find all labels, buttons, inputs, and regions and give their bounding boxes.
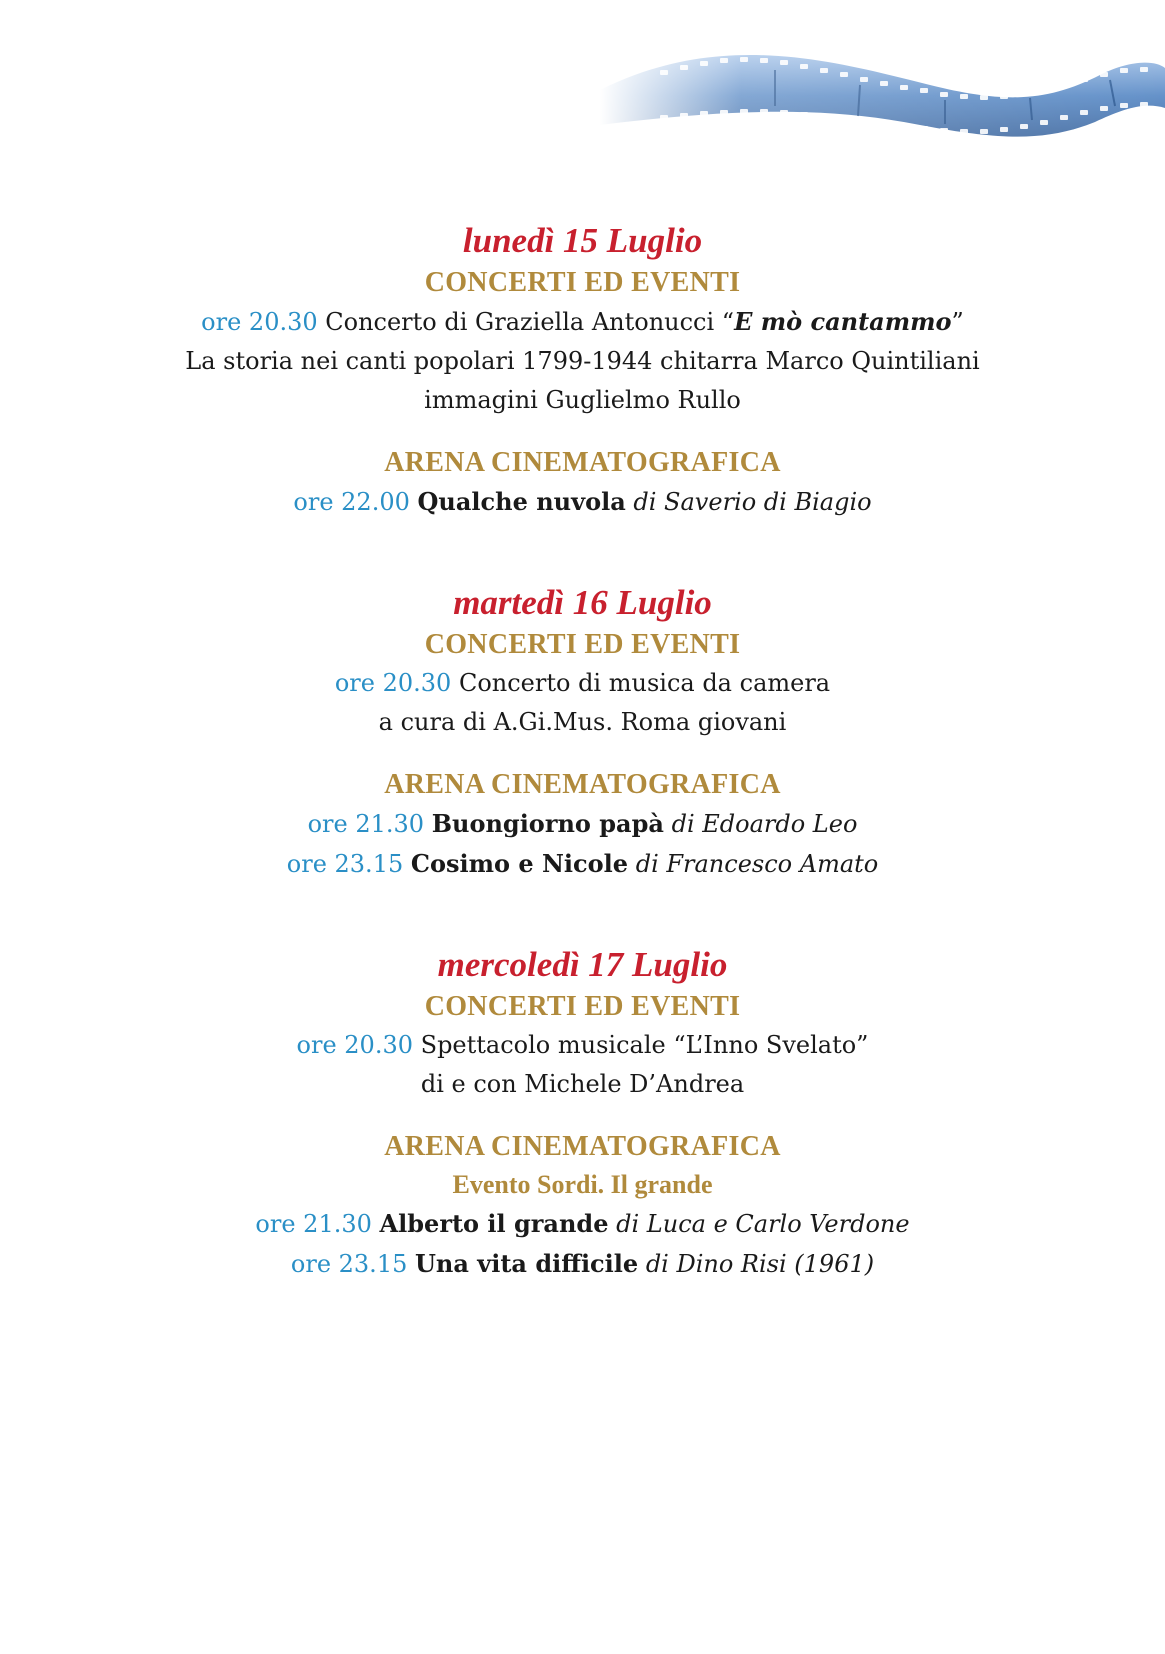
section-title-cinema: ARENA CINEMATOGRAFICA [384, 769, 781, 800]
screening-line [0, 804, 1165, 844]
event-line [0, 1026, 1165, 1065]
section-subtitle: Evento Sordi. Il grande [452, 1170, 713, 1199]
event-text: Concerto di Graziella Antonucci “ [317, 308, 735, 336]
event-text-end: ” [951, 308, 964, 336]
event-credits: di e con Michele D’Andrea [420, 1070, 745, 1098]
film-title: Qualche nuvola [417, 487, 626, 516]
screening-time: ore 22.00 [293, 488, 410, 516]
screening-time: ore 21.30 [307, 810, 425, 838]
film-strip-decoration [600, 30, 1165, 140]
event-text: Spettacolo musicale “L’Inno Svelato” [413, 1031, 869, 1059]
film-title: Buongiorno papà [431, 809, 664, 838]
section-title-concerts: CONCERTI ED EVENTI [424, 991, 741, 1022]
section-title-cinema: ARENA CINEMATOGRAFICA [384, 1131, 781, 1162]
day-heading: mercoledì 17 Luglio [437, 945, 728, 984]
day-heading: lunedì 15 Luglio [462, 221, 703, 260]
screening-time: ore 23.15 [290, 1250, 408, 1278]
event-line [0, 302, 1165, 342]
section-title-concerts: CONCERTI ED EVENTI [424, 267, 741, 298]
film-title: Una vita difficile [415, 1249, 639, 1278]
event-time: ore 20.30 [296, 1031, 413, 1059]
film-director: di Dino Risi (1961) [645, 1250, 875, 1278]
screening-line [0, 844, 1165, 884]
event-time: ore 20.30 [201, 308, 318, 336]
event-credits: a cura di A.Gi.Mus. Roma giovani [378, 708, 787, 736]
event-credits: immagini Guglielmo Rullo [424, 386, 741, 414]
screening-line [0, 1204, 1165, 1244]
day-block-wednesday [0, 942, 1165, 1284]
day-block-tuesday [0, 580, 1165, 884]
event-description: La storia nei canti popolari 1799-1944 chitarra Marco Quintiliani [185, 347, 980, 375]
program-schedule [0, 218, 1165, 1284]
event-text: Concerto di musica da camera [451, 669, 831, 697]
day-heading: martedì 16 Luglio [453, 583, 712, 622]
film-director: di Saverio di Biagio [633, 488, 872, 516]
event-title: E mò cantammo [734, 307, 952, 336]
film-director: di Luca e Carlo Verdone [616, 1210, 910, 1238]
event-line [0, 664, 1165, 703]
screening-time: ore 21.30 [255, 1210, 372, 1238]
section-title-concerts: CONCERTI ED EVENTI [424, 629, 741, 660]
screening-line [0, 1244, 1165, 1284]
film-director: di Francesco Amato [635, 850, 879, 878]
event-time: ore 20.30 [334, 669, 452, 697]
day-block-monday [0, 218, 1165, 522]
section-title-cinema: ARENA CINEMATOGRAFICA [384, 447, 781, 478]
screening-line [0, 482, 1165, 522]
film-title: Alberto il grande [379, 1209, 609, 1238]
film-director: di Edoardo Leo [671, 810, 858, 838]
screening-time: ore 23.15 [286, 850, 404, 878]
film-title: Cosimo e Nicole [410, 849, 629, 878]
